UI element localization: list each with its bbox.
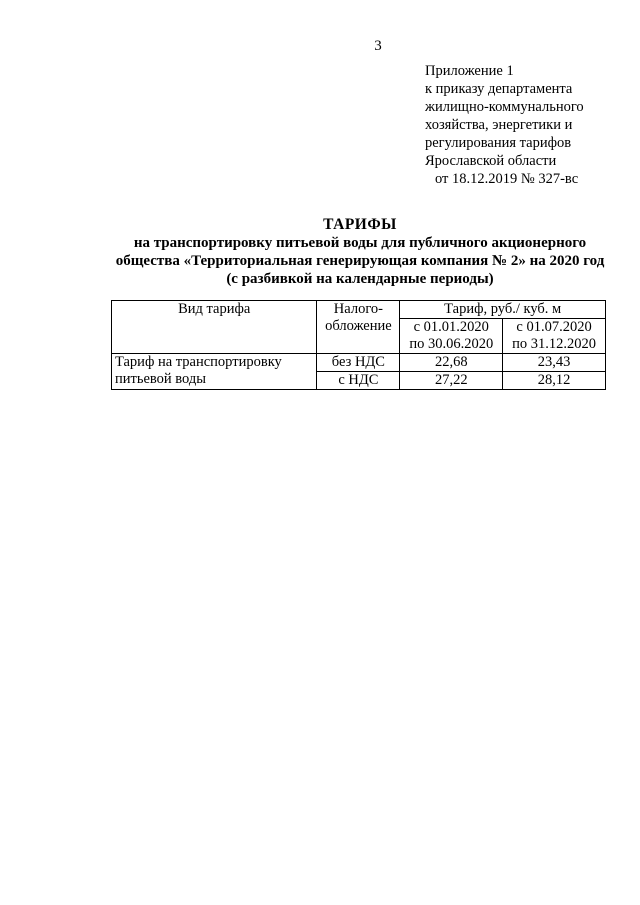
header-taxation [317,301,400,354]
header-period-2-to: по 31.12.2020 [512,336,597,352]
cell-period-1: 27,22 [400,372,503,390]
header-period-1 [400,319,503,354]
cell-taxation: без НДС [317,354,400,372]
title-line: общества «Территориальная генерирующая компания № 2» на 2020 год [115,253,605,269]
header-period-2-from: с 01.07.2020 [516,319,592,335]
cell-taxation: с НДС [317,372,400,390]
header-taxation-line2: обложение [325,318,392,334]
appendix-line: Приложение 1 [425,63,514,79]
appendix-line: регулирования тарифов [425,135,572,151]
title-line: (с разбивкой на календарные периоды) [226,271,494,287]
header-tariff-type: Вид тарифа [112,301,317,354]
cell-period-2: 23,43 [503,354,606,372]
document-title [100,216,620,288]
header-tariff-group: Тариф, руб./ куб. м [400,301,606,319]
cell-period-1: 22,68 [400,354,503,372]
appendix-line: жилищно-коммунального [425,99,584,115]
cell-tariff-name: Тариф на транспортировку питьевой воды [112,354,317,390]
title-line: на транспортировку питьевой воды для публичного акционерного [133,235,587,251]
cell-period-2: 28,12 [503,372,606,390]
header-taxation-line1: Налого- [333,301,383,317]
page-number: 3 [374,38,382,54]
title-main: ТАРИФЫ [323,216,397,233]
header-period-1-from: с 01.01.2020 [413,319,489,335]
tariff-table [111,300,606,390]
appendix-line: Ярославской области [425,153,557,169]
appendix-note [425,62,584,188]
table-header-row [112,301,606,319]
appendix-line: хозяйства, энергетики и [425,117,573,133]
header-period-2 [503,319,606,354]
header-period-1-to: по 30.06.2020 [409,336,494,352]
appendix-line: к приказу департамента [425,81,573,97]
appendix-line: от 18.12.2019 № 327-вс [435,171,579,187]
table-row [112,354,606,372]
